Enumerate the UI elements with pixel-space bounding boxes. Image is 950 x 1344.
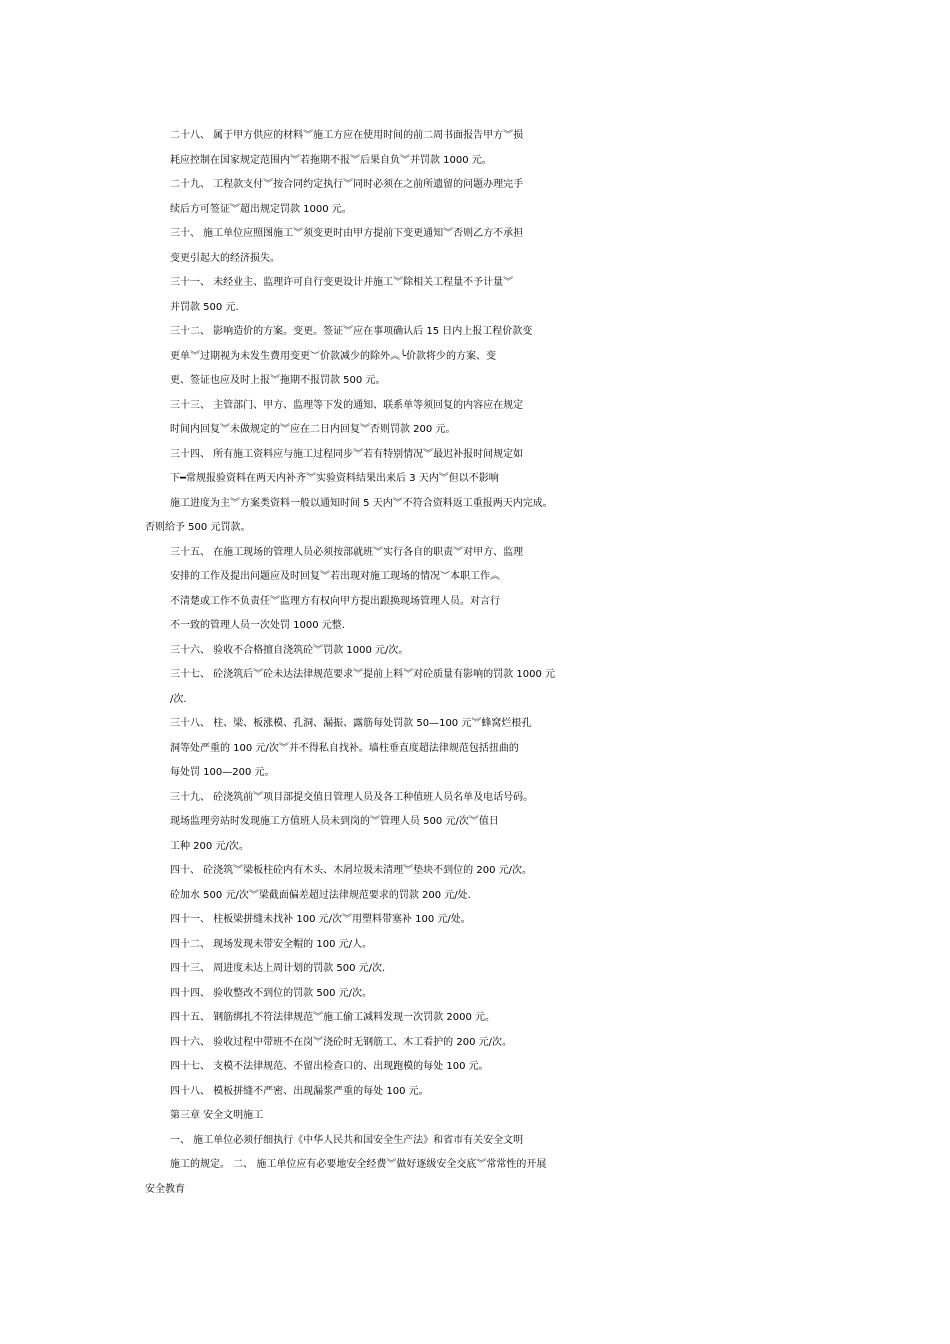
text-line: 现场监理旁站时发现施工方值班人员未到岗的︾管理人员 500 元/次︾值日: [170, 816, 499, 827]
text-line: 更、签证也应及时上报︾拖期不报罚款 500 元。: [170, 375, 386, 386]
text-line: 四十一、 柱板梁拼缝未找补 100 元/次︾用塑料带塞补 100 元/处。: [170, 914, 471, 925]
text-line: 不清楚或工作不负责任︾监理方有权向甲方提出跟换现场管理人员。对言行: [170, 595, 500, 607]
text-line: 一、 施工单位必须仔细执行《中华人民共和国安全生产法》和省市有关安全文明: [170, 1134, 524, 1146]
text-line: 安全教育: [145, 1183, 185, 1195]
text-line: 三十六、 验收不合格擅自浇筑砼︾罚款 1000 元/次。: [170, 644, 409, 656]
text-line: 四十三、 周进度未达上周计划的罚款 500 元/次.: [170, 963, 386, 974]
text-line: 时间内回复︾未做规定的︾应在二日内回复︾否则罚款 200 元。: [170, 424, 456, 435]
text-line: 三十三、 主管部门、甲方、监理等下发的通知、联系单等须回复的内容应在规定: [170, 399, 524, 411]
text-line: 不一致的管理人员一次处罚 1000 元整.: [170, 620, 345, 631]
text-line: 砼加水 500 元/次︾梁截面偏差超过法律规范要求的罚款 200 元/处.: [170, 889, 471, 901]
text-line: 二十九、 工程款支付︾按合同约定执行︾同时必须在之前所遗留的问题办理完手: [170, 179, 524, 190]
text-line: 三十九、 砼浇筑前︾项目部提交值日管理人员及各工种值班人员名单及电话号码。: [170, 791, 534, 803]
text-line: 更单︾过期视为未发生费用变更︶价款减少的除外︽╰价款将少的方案、变: [170, 350, 497, 362]
text-line: 下━常规报验资料在两天内补齐︾实验资料结果出来后 3 天内︾但以不影响: [170, 473, 499, 484]
text-line: 三十二、 影响造价的方案。变更。签证︾应在事项确认后 15 日内上报工程价款变: [170, 326, 533, 337]
text-line: 每处罚 100—200 元。: [170, 767, 275, 778]
text-line: 变更引起大的经济损失。: [170, 252, 280, 264]
text-line: 安排的工作及提出问题应及时回复︾若出现对施工现场的情况︶本职工作︽: [170, 571, 500, 582]
text-line: /次.: [170, 693, 187, 705]
text-line: 三十七、 砼浇筑后︾砼未达法律规范要求︾提前上料︾对砼质量有影响的罚款 1000 元: [170, 669, 555, 680]
text-line: 工种 200 元/次。: [170, 840, 249, 852]
text-line: 四十四、 验收整改不到位的罚款 500 元/次。: [170, 987, 372, 999]
text-line: 三十五、 在施工现场的管理人员必须按部就班︾实行各自的职责︾对甲方、监理: [170, 546, 524, 558]
text-line: 耗应控制在国家规定范围内︾若拖期不报︾后果自负︾并罚款 1000 元。: [170, 154, 492, 166]
text-line: 四十八、 模板拼缝不严密、出现漏浆严重的每处 100 元。: [170, 1085, 429, 1097]
text-line: 洞等处严重的 100 元/次︾并不得私自找补。墙柱垂直度超法律规范包括扭曲的: [170, 742, 519, 754]
text-line: 三十四、 所有施工资料应与施工过程同步︾若有特别情况︾最迟补报时间规定如: [170, 448, 524, 460]
text-line: 否则给予 500 元罚款。: [145, 522, 251, 533]
text-line: 四十六、 验收过程中带班不在岗︾浇砼时无钢筋工、木工看护的 200 元/次。: [170, 1036, 512, 1048]
chapter-heading: 第三章 安全文明施工: [170, 1110, 264, 1121]
text-line: 三十、 施工单位应照图施工︾须变更时由甲方提前下变更通知︾否则乙方不承担: [170, 228, 524, 239]
text-line: 二十八、 属于甲方供应的材料︾施工方应在使用时间的前二周书面报告甲方︾损: [170, 130, 524, 141]
text-line: 四十五、 钢筋绑扎不符法律规范︾施工偷工减料发现一次罚款 2000 元。: [170, 1012, 495, 1023]
text-line: 施工的规定。 二、 施工单位应有必要地安全经费︾做好逐级安全交底︾常常性的开展: [170, 1159, 547, 1170]
text-line: 三十一、 未经业主、监理许可自行变更设计并施工︾除相关工程量不予计量︾: [170, 277, 514, 288]
text-line: 四十二、 现场发现未带安全帽的 100 元/人。: [170, 938, 372, 950]
document-body: [0, 124, 950, 1202]
text-line: 三十八、 柱、梁、板涨模、孔洞、漏振、露筋每处罚款 50—100 元︾蜂窝烂根孔: [170, 718, 532, 729]
text-line: 施工进度为主︾方案类资料一般以通知时间 5 天内︾不符合资料返工重报两天内完成。: [170, 497, 553, 509]
text-line: 并罚款 500 元.: [170, 301, 239, 313]
text-line: 四十七、 支模不法律规范、不留出检查口的、出现跑模的每处 100 元。: [170, 1061, 489, 1072]
text-line: 续后方可签证︾超出规定罚款 1000 元。: [170, 203, 352, 215]
text-line: 四十、 砼浇筑︾梁板柱砼内有木头、木屑垃圾未清理︾垫块不到位的 200 元/次。: [170, 865, 532, 876]
